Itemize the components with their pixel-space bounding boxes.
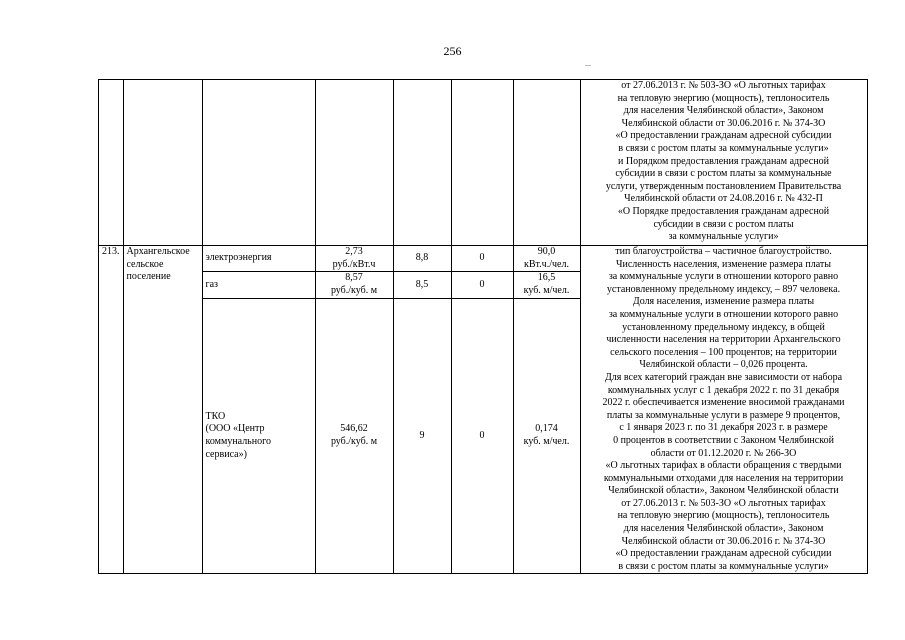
tariff-table [98,79,868,574]
cont-text-cell: от 27.06.2013 г. № 503-ЗО «О льготных тарифах на тепловую энергию (мощность), теплоноситель для населения Челябинской области», Законом Челябинской области от 30.06.2016 г. № 374-ЗО «О предоставлении гражданам адресной субсидии в связи с ростом платы за коммунальные услуги» и Порядком предоставления гражданам адресной субсидии в связи с ростом платы за коммунальные услуги, утвержденным постановлением Правительства Челябинской области от 24.08.2016 г. № 432-П «О Порядке предоставления гражданам адресной субсидии в связи с ростом платы за коммунальные услуги» [580,80,867,246]
continuation-row [99,80,868,246]
norm-value: 0,174 куб. м/чел. [513,298,580,574]
zero-value: 0 [451,272,513,298]
row-number: 213. [99,246,124,574]
row-213-electricity [99,246,868,272]
zero-value: 0 [451,298,513,574]
tariff-value: 8,57 руб./куб. м [315,272,393,298]
cont-tariff-cell [315,80,393,246]
norm-value: 90,0 кВт.ч./чел. [513,246,580,272]
index-value: 9 [393,298,451,574]
service-name: электроэнергия [202,246,315,272]
zero-value: 0 [451,246,513,272]
scan-mark [585,65,591,66]
row-213-text: тип благоустройства – частичное благоустройство. Численность населения, изменение размера платы за коммунальные услуги в отношении которого равно установленному предельному индексу, – 897 человека. Доля населения, изменение размера платы за коммунальные услуги в отношении которого равно установленному предельному индексу, в общей численности населения на территории Архангельского сельского поселения – 100 процентов; на территории Челябинской области – 0,026 процента. Для всех категорий граждан вне зависимости от набора коммунальных услуг с 1 декабря 2022 г. по 31 декабря 2022 г. обеспечивается изменение вносимой гражданами платы за коммунальные услуги в размере 9 процентов, с 1 января 2023 г. по 31 декабря 2023 г. в размере 0 процентов в соответствии с Законом Челябинской области от 01.12.2020 г. № 266-ЗО «О льготных тарифах в области обращения с твердыми коммунальными отходами для населения на территории Челябинской области», Законом Челябинской области от 27.06.2013 г. № 503-ЗО «О льготных тарифах на тепловую энергию (мощность), теплоноситель для населения Челябинской области», Законом Челябинской области от 30.06.2016 г. № 374-ЗО «О предоставлении гражданам адресной субсидии в связи с ростом платы за коммунальные услуги» [580,246,867,574]
index-value: 8,5 [393,272,451,298]
norm-value: 16,5 куб. м/чел. [513,272,580,298]
municipality-name: Архангельское сельское поселение [123,246,202,574]
tariff-value: 546,62 руб./куб. м [315,298,393,574]
cont-col-c-cell [513,80,580,246]
cont-name-cell [123,80,202,246]
tariff-value: 2,73 руб./кВт.ч [315,246,393,272]
service-name: газ [202,272,315,298]
cont-col-b-cell [451,80,513,246]
cont-num-cell [99,80,124,246]
service-name: ТКО (ООО «Центр коммунального сервиса») [202,298,315,574]
cont-service-cell [202,80,315,246]
page-number: 256 [443,44,462,58]
cont-col-a-cell [393,80,451,246]
index-value: 8,8 [393,246,451,272]
